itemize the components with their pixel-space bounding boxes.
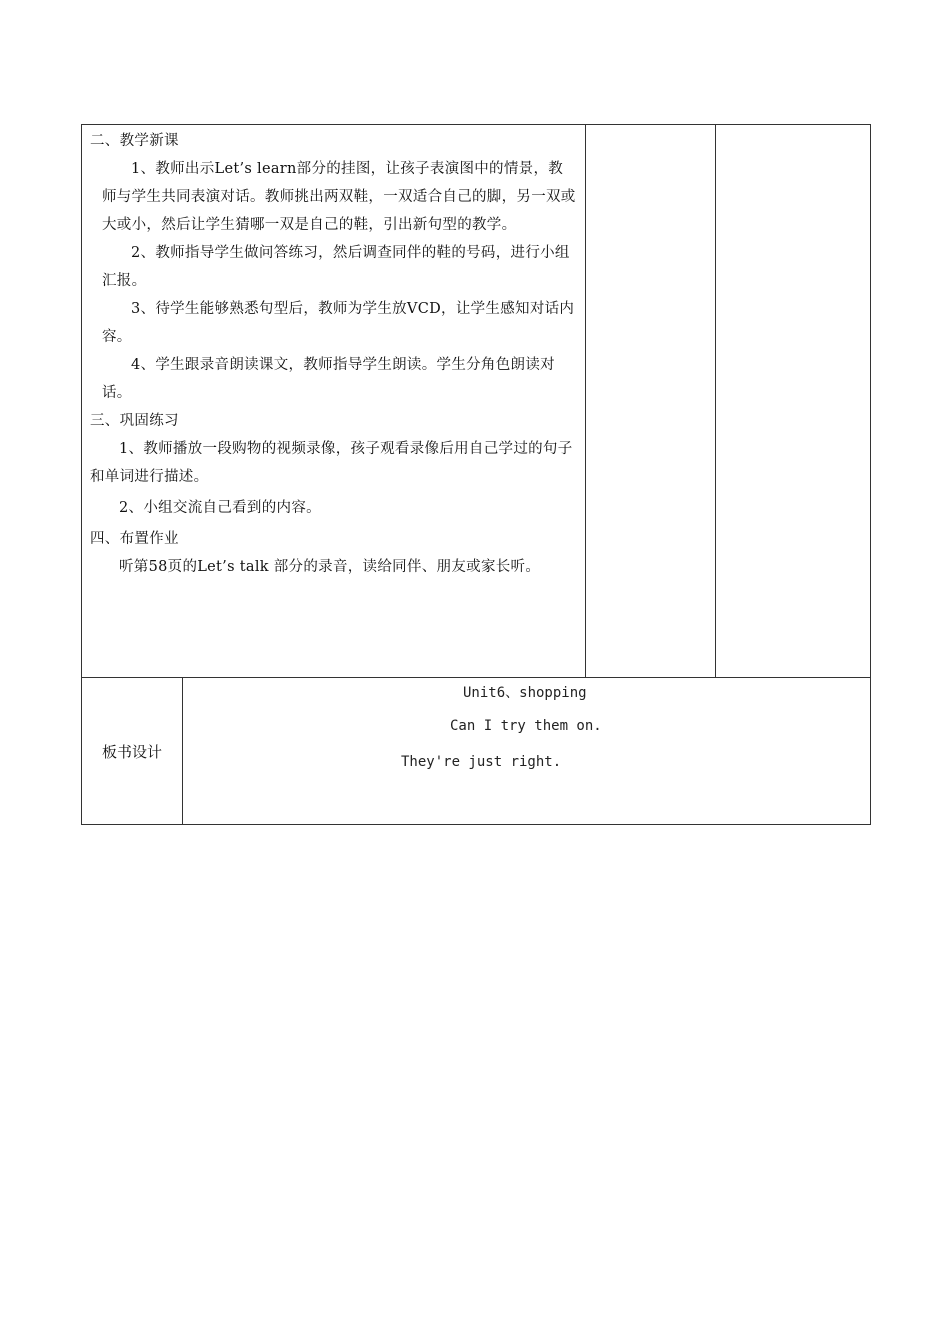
teaching-content-cell — [82, 125, 586, 678]
board-design-label: 板书设计 — [82, 678, 183, 825]
lesson-plan-table — [81, 124, 871, 825]
paragraph: 听第58页的Let’s talk 部分的录音，读给同伴、朋友或家长听。 — [119, 559, 541, 575]
paragraph: 1、教师播放一段购物的视频录像，孩子观看录像后用自己学过的句子和单词进行描述。 — [90, 441, 573, 485]
board-line-unit-title: Unit6、shopping — [463, 685, 587, 701]
board-design-row — [82, 678, 871, 825]
empty-cell-right — [716, 125, 871, 678]
teaching-process-row — [82, 125, 871, 678]
paragraph: 2、小组交流自己看到的内容。 — [119, 500, 321, 516]
board-line-answer: They're just right. — [401, 754, 562, 770]
section-heading-homework: 四、布置作业 — [90, 531, 179, 547]
section-heading-new-lesson: 二、教学新课 — [90, 133, 179, 149]
paragraph: 1、教师出示Let’s learn部分的挂图，让孩子表演图中的情景，教师与学生共同表演对话。教师挑出两双鞋，一双适合自己的脚，另一双或大或小，然后让学生猜哪一双是自己的鞋，引出新句型的教学。 — [102, 161, 576, 233]
board-line-question: Can I try them on. — [450, 718, 602, 734]
paragraph: 3、待学生能够熟悉句型后，教师为学生放VCD，让学生感知对话内容。 — [102, 301, 575, 345]
paragraph: 4、学生跟录音朗读课文，教师指导学生朗读。学生分角色朗读对话。 — [102, 357, 555, 401]
section-heading-practice: 三、巩固练习 — [90, 413, 179, 429]
board-design-content — [183, 678, 871, 825]
empty-cell-middle — [586, 125, 716, 678]
paragraph: 2、教师指导学生做问答练习，然后调查同伴的鞋的号码，进行小组汇报。 — [102, 245, 570, 289]
